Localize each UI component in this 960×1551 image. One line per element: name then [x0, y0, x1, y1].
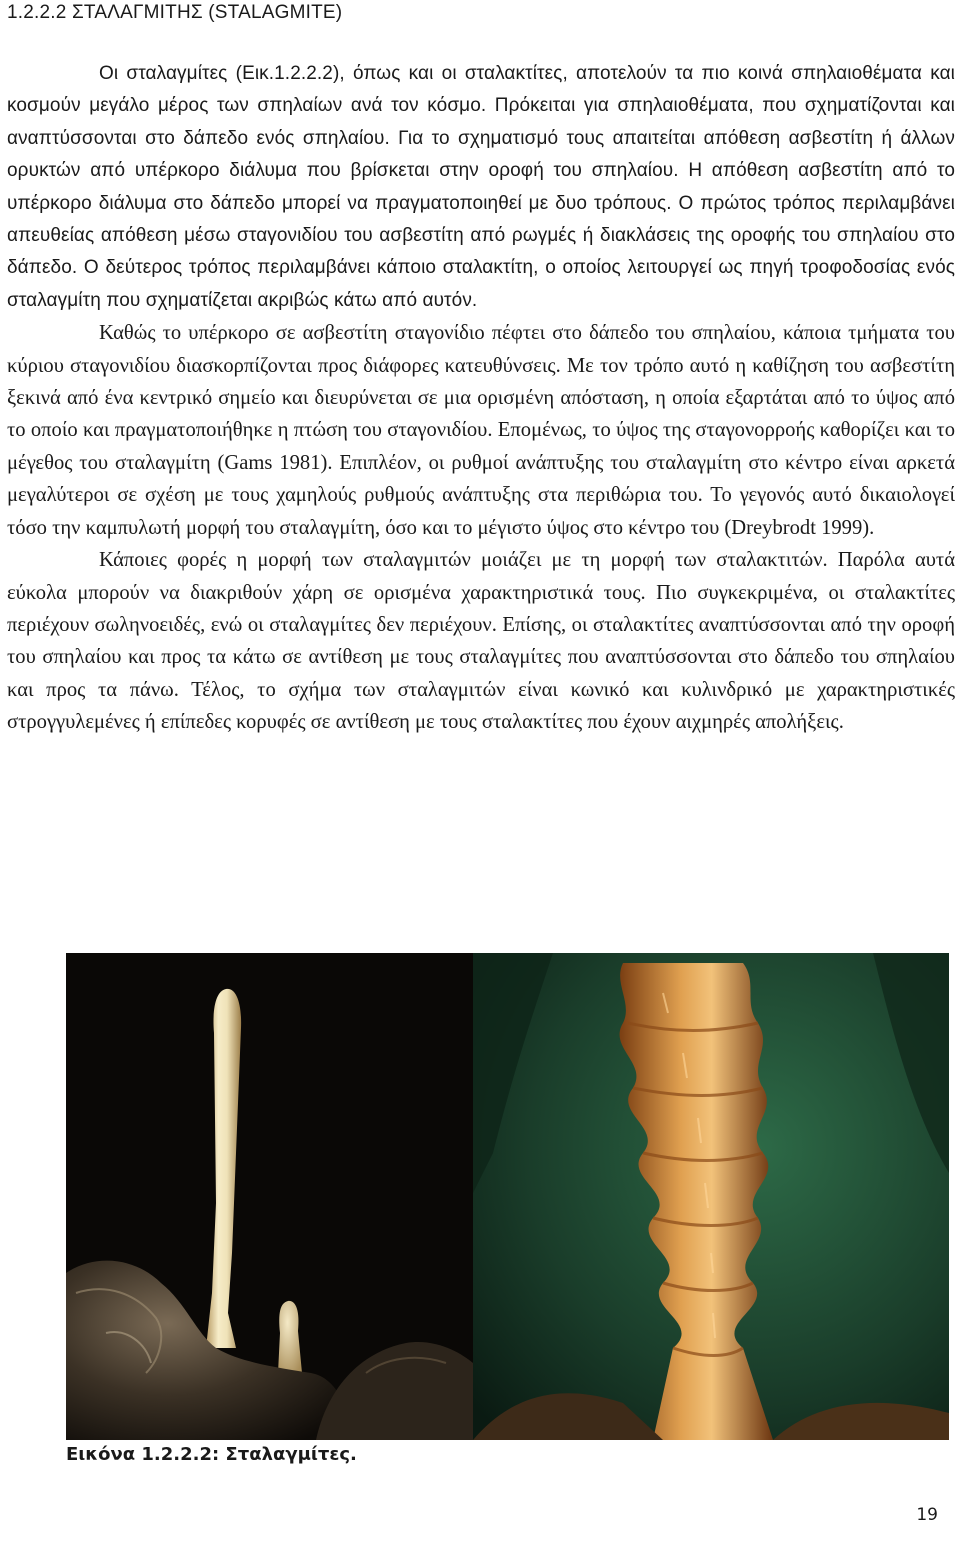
page-number: 19: [916, 1505, 938, 1525]
stalagmite-photo-right: [473, 953, 949, 1440]
body-text: [7, 58, 955, 739]
paragraph-3: Κάποιες φορές η μορφή των σταλαγμιτών μοιάζει με τη μορφή των σταλακτιτών. Παρόλα αυτά εύκολα μπορούν να διακριθούν χάρη σε ορισμένα χαρακτηριστικά τους. Πιο συγκεκριμένα, οι σταλακτίτες περιέχουν σωληνοειδές, ενώ οι σταλαγμίτες δεν περιέχουν. Επίσης, οι σταλακτίτες αναπτύσσονται από την οροφή του σπηλαίου και προς τα κάτω σε αντίθεση με τους σταλαγμίτες που αναπτύσσονται στο δάπεδο του σπηλαίου και προς τα πάνω. Τέλος, το σχήμα των σταλαγμιτών είναι κωνικό και κυλινδρικό με χαρακτηριστικές στρογγυλεμένες ή επίπεδες κορυφές σε αντίθεση με τους σταλακτίτες που έχουν αιχμηρές απολήξεις.: [7, 549, 955, 734]
figure-caption: Εικόνα 1.2.2.2: Σταλαγμίτες.: [66, 1444, 357, 1465]
paragraph-1: Οι σταλαγμίτες (Εικ.1.2.2.2), όπως και οι σταλακτίτες, αποτελούν τα πιο κοινά σπηλαιοθέματα και κοσμούν μεγάλο μέρος των σπηλαίων ανά τον κόσμο. Πρόκειται για σπηλαιοθέματα, που σχηματίζονται και αναπτύσσονται στο δάπεδο ενός σπηλαίου. Για το σχηματισμό τους απαιτείται απόθεση ασβεστίτη ή άλλων ορυκτών από υπέρκορο διάλυμα που βρίσκεται στην οροφή του σπηλαίου. Η απόθεση ασβεστίτη από το υπέρκορο διάλυμα στο δάπεδο μπορεί να πραγματοποιηθεί με δυο τρόπους. Ο πρώτος τρόπος περιλαμβάνει απευθείας απόθεση μέσω σταγονιδίου του ασβεστίτη από ρωγμές ή διακλάσεις της οροφής του σπηλαίου στο δάπεδο. Ο δεύτερος τρόπος περιλαμβάνει κάποιο σταλακτίτη, ο οποίος λειτουργεί ως πηγή τροφοδοσίας ενός σταλαγμίτη που σχηματίζεται ακριβώς κάτω από αυτόν.: [7, 63, 955, 311]
section-heading: 1.2.2.2 ΣΤΑΛΑΓΜΙΤΗΣ (STALAGMITE): [7, 2, 343, 23]
paragraph-2: Καθώς το υπέρκορο σε ασβεστίτη σταγονίδιο πέφτει στο δάπεδο του σπηλαίου, κάποια τμήματα του κύριου σταγονιδίου διασκορπίζονται προς διάφορες κατευθύνσεις. Με τον τρόπο αυτό η καθίζηση του ασβεστίτη ξεκινά από ένα κεντρικό σημείο και διευρύνεται σε μια ορισμένη απόσταση, η οποία εξαρτάται από το ύψος από το οποίο και πραγματοποιήθηκε η πτώση του σταγονιδίου. Επομένως, το ύψος της σταγονορροής καθορίζει και το μέγεθος του σταλαγμίτη (Gams 1981). Επιπλέον, οι ρυθμοί ανάπτυξης του σταλαγμίτη στο κέντρο είναι αρκετά μεγαλύτεροι σε σχέση με τους χαμηλούς ρυθμούς ανάπτυξης στα περιθώρια του. Το γεγονός αυτό δικαιολογεί τόσο την καμπυλωτή μορφή του σταλαγμίτη, όσο και το μέγιστο ύψος στο κέντρο του (Dreybrodt 1999).: [7, 322, 955, 539]
stalagmite-photo-left: [66, 953, 473, 1440]
